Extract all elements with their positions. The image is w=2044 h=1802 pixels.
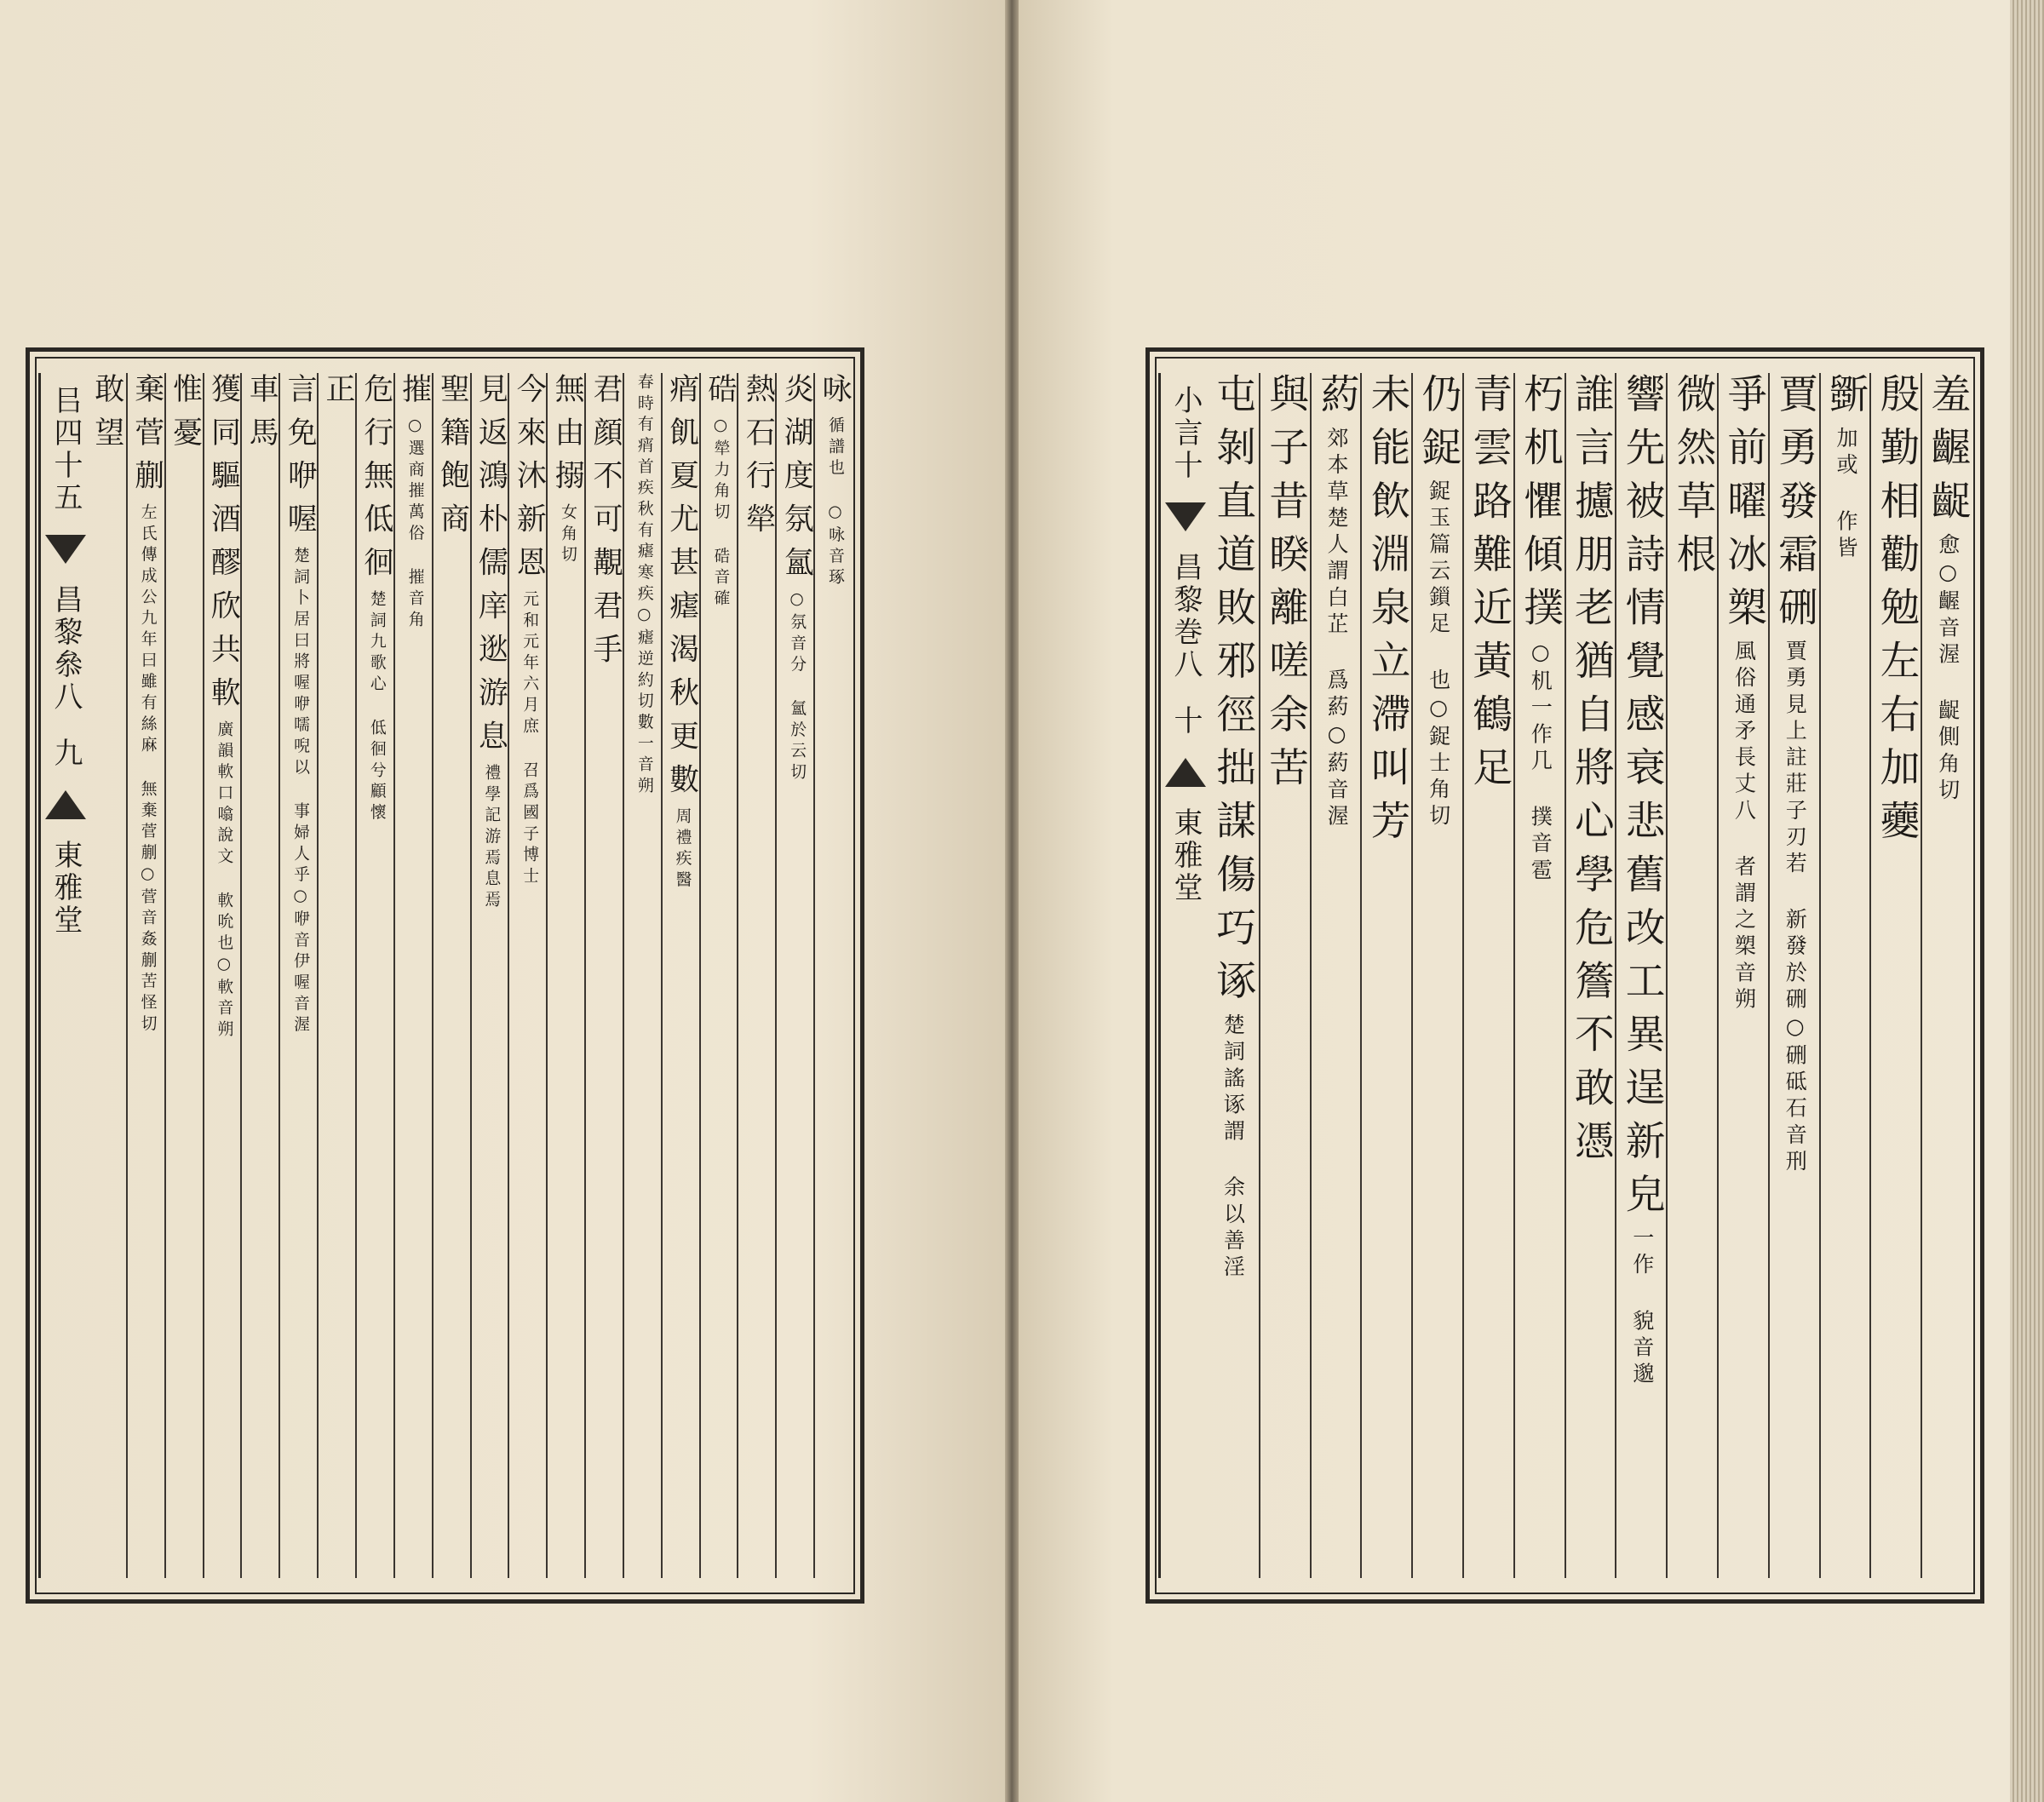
- margin-column: [1158, 373, 1210, 1578]
- main-text: 青雲路難近黃鶴足: [1467, 373, 1513, 801]
- margin-page-number: 九: [49, 737, 83, 770]
- commentary-text: 一作 貌音邈: [1629, 1226, 1655, 1389]
- main-text: 痟飢夏尤甚瘧渴秋更數: [664, 373, 699, 807]
- main-text: 羞齷齪: [1925, 373, 1972, 533]
- main-text: 炎湖度氛氳: [779, 373, 814, 590]
- left-text-frame: [26, 347, 864, 1604]
- main-text: 熱石行犖: [741, 373, 776, 547]
- margin-book-title: 昌黎巻八: [1168, 552, 1203, 681]
- text-column: [1921, 373, 1973, 1578]
- book-gutter: [1005, 0, 1019, 1802]
- margin-publisher: 東雅堂: [1168, 807, 1203, 904]
- main-text: 車馬: [244, 373, 279, 460]
- text-column: [1360, 373, 1413, 1578]
- main-text: 聖籍飽商: [435, 373, 470, 547]
- main-text: 言免咿喔: [283, 373, 318, 547]
- fish-tail-mark: [45, 535, 86, 564]
- text-column: [546, 373, 586, 1578]
- text-column: [1869, 373, 1922, 1578]
- text-column: [1513, 373, 1566, 1578]
- main-text: 葯: [1313, 373, 1360, 427]
- commentary-text: ○犖力角切 硞音確: [711, 416, 730, 611]
- text-column: [1411, 373, 1464, 1578]
- main-text: 摧: [397, 373, 432, 416]
- margin-page-number: 十: [1168, 705, 1203, 737]
- text-column: [1615, 373, 1668, 1578]
- main-text: 正: [321, 373, 355, 416]
- main-text: 硞: [703, 373, 738, 416]
- commentary-text: 元和元年六月庶 召爲國子博士: [520, 589, 539, 888]
- main-text: 無由搦: [550, 373, 585, 503]
- text-column: [240, 373, 280, 1578]
- main-text: 微然草根: [1670, 373, 1717, 587]
- margin-column: [38, 373, 90, 1578]
- commentary-text: ○机一作几 撲音雹: [1528, 640, 1553, 885]
- main-text: 爭前曜冰槊: [1721, 373, 1768, 640]
- main-text: 今來沐新恩: [512, 373, 547, 590]
- text-column: [699, 373, 739, 1578]
- text-column: [432, 373, 472, 1578]
- text-column: [508, 373, 548, 1578]
- main-text: 敢望: [89, 373, 124, 460]
- main-text: 未能飲淵泉立滯叫芳: [1364, 373, 1411, 853]
- main-text: 殷勤相勸勉左右加虁: [1874, 373, 1921, 853]
- main-text: 惟憂: [168, 373, 203, 460]
- commentary-text: 春時有痟首疾秋有瘧寒疾○瘧逆約切數一音朔: [634, 373, 653, 798]
- text-column: [164, 373, 204, 1578]
- text-column: [1768, 373, 1821, 1578]
- text-column: [813, 373, 853, 1578]
- commentary-text: 愈○齷音渥 齪側角切: [1935, 532, 1961, 805]
- text-column: [1717, 373, 1770, 1578]
- fish-tail-mark: [1165, 758, 1206, 787]
- commentary-text: 楚詞卜居曰將喔咿嚅唲以 事婦人乎○咿音伊喔音渥: [291, 546, 310, 1037]
- text-column: [1666, 373, 1719, 1578]
- commentary-text: 左氏傳成公九年曰雖有絲麻 無棄菅蒯○菅音姦蒯苦怪切: [138, 502, 157, 1036]
- margin-publisher: 東雅堂: [49, 840, 83, 937]
- text-column: [1819, 373, 1872, 1578]
- text-column: [737, 373, 777, 1578]
- commentary-text: 禮學記游焉息焉: [482, 763, 501, 912]
- right-text-frame: [1145, 347, 1984, 1604]
- text-column: [1462, 373, 1515, 1578]
- commentary-text: 加或 作皆: [1834, 426, 1859, 563]
- text-column: [1565, 373, 1617, 1578]
- text-column: [203, 373, 243, 1578]
- commentary-text: 廣韻軟口噏說文 軟吮也○軟音朔: [215, 720, 233, 1042]
- text-column: [661, 373, 701, 1578]
- margin-top-label: 小言十: [1168, 385, 1203, 482]
- text-column: [1259, 373, 1312, 1578]
- text-column: [88, 373, 126, 1578]
- fish-tail-mark: [1165, 502, 1206, 531]
- main-text: 仍鋜: [1415, 373, 1462, 480]
- commentary-text: 鋜玉篇云鎻足 也○鋜士角切: [1426, 479, 1451, 831]
- page-edges: [2010, 0, 2044, 1802]
- main-text: 與子昔睽離嗟余苦: [1263, 373, 1310, 801]
- text-column: [775, 373, 815, 1578]
- commentary-text: ○氛音分 氳於云切: [788, 589, 807, 784]
- main-text: 君顔不可覯君手: [588, 373, 623, 677]
- text-column: [317, 373, 357, 1578]
- text-column: [584, 373, 624, 1578]
- text-column: [355, 373, 395, 1578]
- commentary-text: 周禮疾醫: [673, 806, 692, 892]
- commentary-text: 郊本草楚人謂白芷 爲葯○葯音渥: [1324, 426, 1350, 831]
- main-text: 屯剝直道敗邪徑拙謀傷巧诼: [1210, 373, 1257, 1013]
- main-text: 咏: [818, 373, 853, 416]
- main-text: 危行無低徊: [359, 373, 393, 590]
- text-column: [278, 373, 319, 1578]
- commentary-text: 楚詞謠诼謂 余以善淫: [1220, 1013, 1246, 1282]
- main-text: 誰言攄朋老猶自將心學危簷不敢憑: [1568, 373, 1615, 1174]
- commentary-text: 女角切: [559, 502, 577, 567]
- commentary-text: 風俗通矛長丈八 者謂之槊音朔: [1731, 640, 1757, 1014]
- text-column: [1310, 373, 1363, 1578]
- main-text: 響先被詩情覺感衰悲舊改工異逞新皃: [1619, 373, 1666, 1227]
- main-text: 斵: [1823, 373, 1869, 427]
- text-column: [393, 373, 433, 1578]
- fish-tail-mark: [45, 790, 86, 819]
- commentary-text: 楚詞九歌心 低徊兮顧懷: [367, 589, 386, 825]
- commentary-text: 賈勇見上註莊子刃若 新發於硎○硎砥石音刑: [1783, 640, 1808, 1177]
- main-text: 棄菅蒯: [129, 373, 164, 503]
- main-text: 見返鴻朴儒庠逖游息: [474, 373, 508, 764]
- text-column: [623, 373, 663, 1578]
- text-column: [470, 373, 510, 1578]
- text-column: [126, 373, 166, 1578]
- margin-book-title: 昌黎叅八: [49, 584, 83, 714]
- margin-top-label: 㠯四十五: [49, 385, 83, 514]
- main-text: 朽机懼傾撲: [1518, 373, 1565, 640]
- commentary-text: ○選商摧萬俗 摧音角: [405, 416, 424, 632]
- text-column: [1208, 373, 1259, 1578]
- commentary-text: 循譜也 ○咏音琢: [825, 416, 844, 589]
- main-text: 賈勇發霜硎: [1772, 373, 1819, 640]
- main-text: 獲同驅酒醪欣共軟: [206, 373, 241, 720]
